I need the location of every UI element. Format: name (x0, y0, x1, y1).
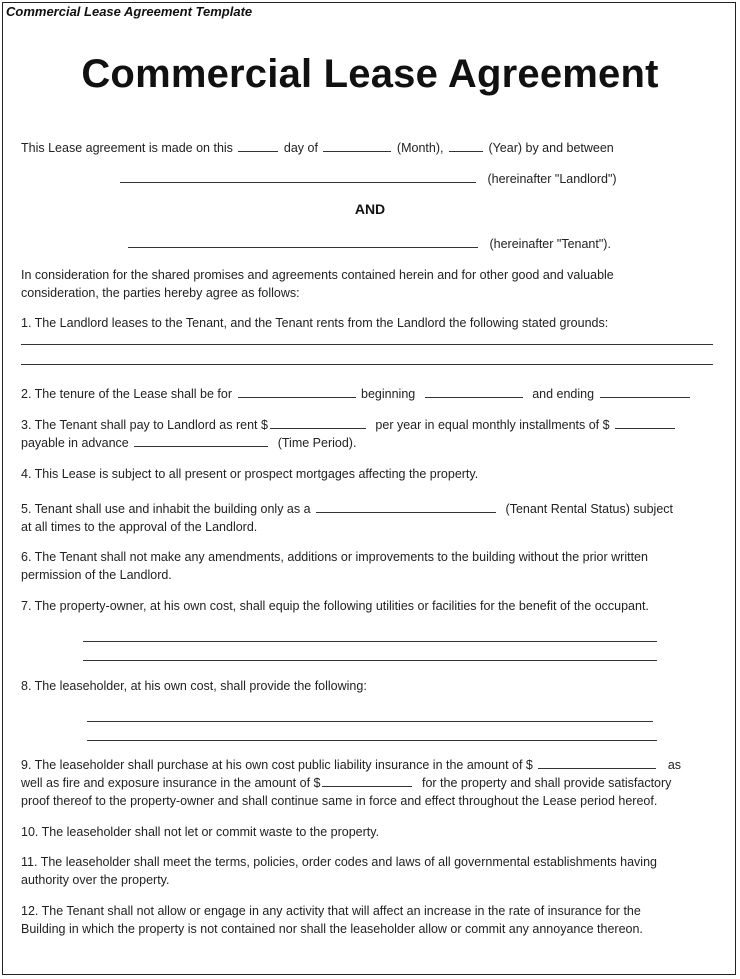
blank-monthly-installment (615, 416, 675, 429)
clause-3-text-b: per year in equal monthly installments of $ (375, 418, 610, 432)
clause-9-line-3: proof thereof to the property-owner and shall continue same in force and effect throughout the Lease period hereof. (21, 794, 658, 808)
clause-6-line-1: 6. The Tenant shall not make any amendments, additions or improvements to the building without the prior written (21, 550, 648, 564)
clause-8-blank-line-2 (87, 740, 657, 741)
blank-annual-rent (270, 416, 366, 429)
clause-2 (21, 385, 692, 403)
blank-tenure (238, 385, 356, 398)
clause-12-line-1: 12. The Tenant shall not allow or engage in any activity that will affect an increase in the rate of insurance for the (21, 904, 641, 918)
clause-8: 8. The leaseholder, at his own cost, shall provide the following: (21, 679, 367, 693)
clause-2-text-b: beginning (361, 387, 416, 401)
blank-liability-amount (538, 756, 656, 769)
intro-text-day-of: day of (283, 141, 318, 155)
clause-5-line-1 (21, 500, 673, 518)
clause-3-line-2 (21, 434, 356, 452)
clause-5-text-b: (Tenant Rental Status) subject (505, 502, 673, 516)
clause-5-text-a: 5. Tenant shall use and inhabit the building only as a (21, 502, 311, 516)
clause-7-blank-line-2 (83, 660, 657, 661)
and-heading: AND (354, 201, 386, 217)
clause-3-text-a: 3. The Tenant shall pay to Landlord as rent $ (21, 418, 268, 432)
clause-2-text-c: and ending (532, 387, 595, 401)
clause-9-text-b: as (667, 758, 682, 772)
clause-4: 4. This Lease is subject to all present or prospect mortgages affecting the property. (21, 467, 479, 481)
tenant-line (126, 235, 611, 253)
clause-1-blank-line-2 (21, 364, 713, 365)
clause-12-line-2: Building in which the property is not contained nor shall the leaseholder allow or commit any annoyance thereon. (21, 922, 643, 936)
clause-9-text-a: 9. The leaseholder shall purchase at his own cost public liability insurance in the amount of $ (21, 758, 533, 772)
template-header-label: Commercial Lease Agreement Template (6, 4, 253, 19)
clause-9-text-d: for the property and shall provide satisfactory (421, 776, 672, 790)
landlord-label: (hereinafter "Landlord") (487, 172, 617, 186)
clause-7: 7. The property-owner, at his own cost, shall equip the following utilities or facilities for the benefit of the occupant. (21, 599, 649, 613)
clause-10: 10. The leaseholder shall not let or commit waste to the property. (21, 825, 380, 839)
clause-2-text-a: 2. The tenure of the Lease shall be for (21, 387, 233, 401)
intro-text-made-on: This Lease agreement is made on this (21, 141, 233, 155)
clause-3-text-d: (Time Period). (277, 436, 357, 450)
document-title: Commercial Lease Agreement (81, 52, 659, 96)
clause-1-blank-line-1 (21, 344, 713, 345)
clause-9-line-1 (21, 756, 681, 774)
blank-day (238, 139, 278, 152)
clause-9-line-2 (21, 774, 671, 792)
blank-year (449, 139, 483, 152)
intro-text-month: (Month), (396, 141, 444, 155)
blank-building-use (316, 500, 496, 513)
landlord-line (118, 170, 617, 188)
clause-3-line-1 (21, 416, 677, 434)
clause-11-line-1: 11. The leaseholder shall meet the terms, policies, order codes and laws of all governmental establishments having (21, 855, 657, 869)
blank-landlord-name (120, 170, 476, 183)
blank-begin-date (425, 385, 523, 398)
clause-11-line-2: authority over the property. (21, 873, 170, 887)
blank-fire-insurance-amount (322, 774, 412, 787)
consideration-line-2: consideration, the parties hereby agree as follows: (21, 286, 300, 300)
blank-advance-payment (134, 434, 268, 447)
intro-line-1 (21, 139, 614, 157)
blank-tenant-name (128, 235, 478, 248)
clause-9-text-c: well as fire and exposure insurance in the amount of $ (21, 776, 321, 790)
clause-7-blank-line-1 (83, 641, 657, 642)
clause-3-text-c: payable in advance (21, 436, 129, 450)
blank-end-date (600, 385, 690, 398)
clause-8-blank-line-1 (87, 721, 653, 722)
clause-5-line-2: at all times to the approval of the Landlord. (21, 520, 258, 534)
intro-text-year: (Year) by and between (488, 141, 614, 155)
consideration-line-1: In consideration for the shared promises and agreements contained herein and for other good and valuable (21, 268, 614, 282)
tenant-label: (hereinafter "Tenant"). (489, 237, 611, 251)
clause-1: 1. The Landlord leases to the Tenant, and the Tenant rents from the Landlord the following stated grounds: (21, 316, 609, 330)
blank-month (323, 139, 391, 152)
clause-6-line-2: permission of the Landlord. (21, 568, 172, 582)
